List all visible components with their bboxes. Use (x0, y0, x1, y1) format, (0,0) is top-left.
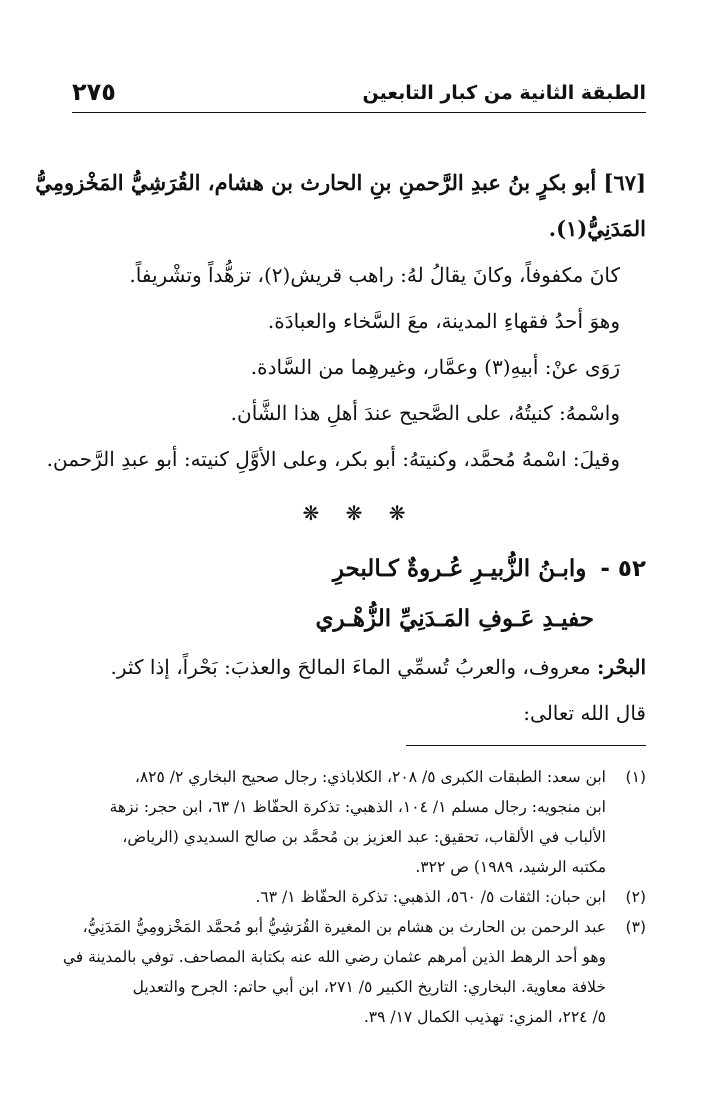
verse-hemistich-1: وابـنُ الزُّبيـرِ عُـروةٌ كـالبحرِ (332, 555, 587, 582)
footnote-body (63, 912, 606, 1032)
entry-heading-continuation: المَدَنِيُّ(١). (548, 216, 646, 241)
verse-line-1 (72, 544, 646, 594)
footnote (72, 882, 646, 912)
running-title: الطبقة الثانية من كبار التابعين (362, 82, 646, 104)
footnote-line: ابن حبان: الثقات ٥/ ٥٦٠، الذهبي: تذكرة الحفّاظ ١/ ٦٣. (255, 888, 606, 906)
commentary-line (72, 644, 646, 690)
footnote-line: مكتبه الرشيد، ١٩٨٩) ص ٣٢٢. (415, 858, 606, 876)
footnote-line: ٥/ ٢٢٤، المزي: تهذيب الكمال ١٧/ ٣٩. (363, 1008, 606, 1026)
quran-intro-line: قال الله تعالى: (523, 701, 646, 725)
footnote-separator (406, 745, 646, 746)
footnote-number: (٣) (625, 918, 646, 936)
body-line: كانَ مكفوفاً، وكانَ يقالُ لهُ: راهب قريش(٢)، تزهُّداً وتشْريفاً. (129, 263, 620, 287)
footnote-line: ابن منجويه: رجال مسلم ١/ ١٠٤، الذهبي: تذكرة الحفّاظ ١/ ٦٣، ابن حجر: نزهة (109, 798, 606, 816)
body-line: وقيلَ: اسْمهُ مُحمَّد، وكنيتهُ: أبو بكر، وعلى الأوَّلِ كنيته: أبو عبدِ الرَّحمن. (46, 447, 620, 471)
commentary-term: البحْر: (596, 655, 646, 679)
footnote-number: (٢) (625, 888, 646, 906)
footnote (62, 912, 646, 1032)
entry-heading: [٦٧] أبو بكرٍ بنُ عبدِ الرَّحمنِ بنِ الحارث بن هشام، القُرَشِيُّ المَخْزومِيُّ (35, 170, 646, 195)
footnote-number: (١) (625, 768, 646, 786)
verse-number: ٥٢ - (600, 556, 646, 582)
verse-line-2: حفيـدِ عَـوفِ المَـدَنِيِّ الزُّهْـري (315, 605, 594, 632)
footnote-line: ابن سعد: الطبقات الكبرى ٥/ ٢٠٨، الكلاباذي: رجال صحيح البخاري ٢/ ٨٢٥، (134, 768, 606, 786)
body-line: واسْمهُ: كنيتُهُ، على الصَّحيح عندَ أهلِ هذا الشَّأن. (230, 401, 620, 425)
footnote (72, 762, 646, 882)
commentary-text: معروف، والعربُ تُسمِّي الماءَ المالحَ والعذبَ: بَحْراً، إذا كثر. (110, 655, 591, 679)
footnote-line: خلافة معاوية. البخاري: التاريخ الكبير ٥/ ٢٧١، ابن أبي حاتم: الجرح والتعديل (132, 978, 606, 996)
body-line: وهوَ أحدُ فقهاءِ المدينة، معَ السَّخاء والعبادَة. (267, 309, 620, 333)
footnote-line: عبد الرحمن بن الحارث بن هشام بن المغيرة القُرَشِيُّ أبو مُحمَّد المَخْزومِيُّ المَدَنِيُّ، (82, 918, 606, 936)
footnote-body (72, 762, 606, 882)
section-divider-stars: ❋ ❋ ❋ (302, 501, 416, 525)
body-line: رَوَى عنْ: أبيهِ(٣) وعمَّار، وغيرهِما من السَّادة. (250, 355, 620, 379)
footnote-body (72, 882, 606, 912)
footnote-line: وهو أحد الرهط الذين أمرهم عثمان رضي الله عنه بكتابة المصاحف. توفي بالمدينة في (62, 948, 606, 966)
main-text (35, 160, 646, 736)
page-number: ٢٧٥ (72, 78, 116, 106)
running-header (72, 78, 646, 113)
footnote-line: الألباب في الألقاب، تحقيق: عبد العزيز بن مُحمَّد بن صالح السديدي (الرياض، (122, 828, 606, 846)
footnotes (62, 762, 646, 1032)
